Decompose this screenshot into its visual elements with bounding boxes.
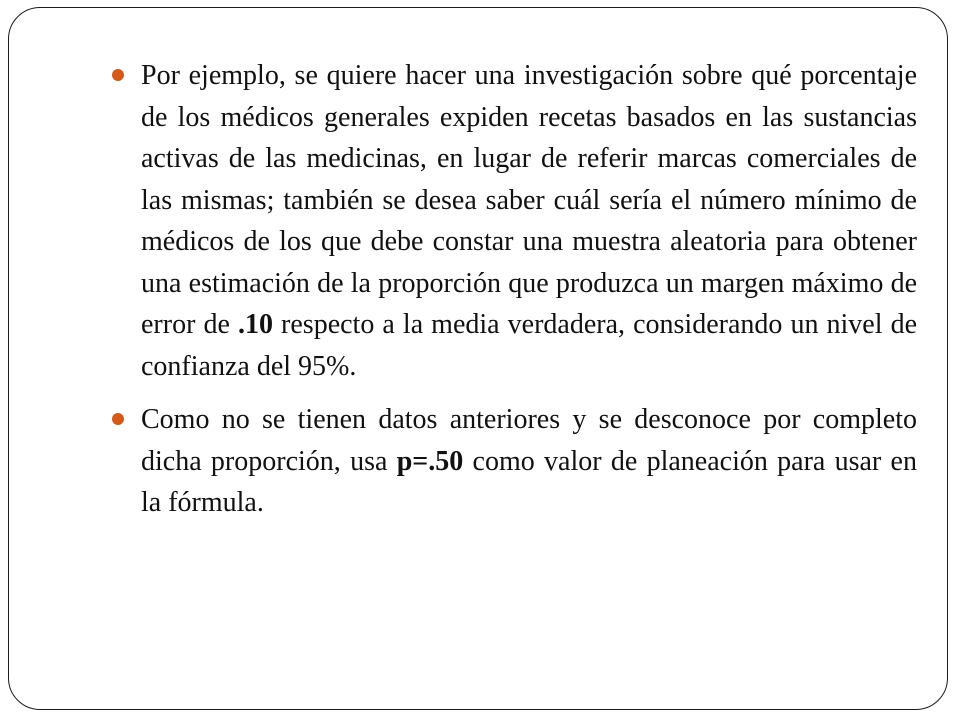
bullet-text: Como no se tienen datos anteriores y se desconoce por completo dicha proporción, usa (141, 404, 917, 477)
slide-frame (8, 7, 948, 710)
bullet-text-continued: como valor de planeación para usar en la fórmula. (141, 445, 917, 518)
bullet-text-continued: respecto a la media verdadera, considerando un nivel de confianza del 95%. (141, 309, 918, 382)
bullet-item-planning-value (109, 399, 917, 524)
bullet-item-example (109, 55, 917, 387)
bullet-dot-icon (112, 69, 124, 81)
error-margin-value: .10 (237, 309, 273, 340)
slide-content (109, 55, 917, 536)
planning-proportion-value: p=.50 (396, 445, 464, 477)
bullet-text: Por ejemplo, se quiere hacer una investigación sobre qué porcentaje de los médicos generales expiden recetas basados en las sustancias activas de las medicinas, en lugar de referir marcas comerciales de las mismas; también se desea saber cuál sería el número mínimo de médicos de los que debe constar una muestra aleatoria para obtener una estimación de la proporción que produzca un margen máximo de error de (141, 60, 917, 340)
bullet-dot-icon (112, 413, 124, 425)
